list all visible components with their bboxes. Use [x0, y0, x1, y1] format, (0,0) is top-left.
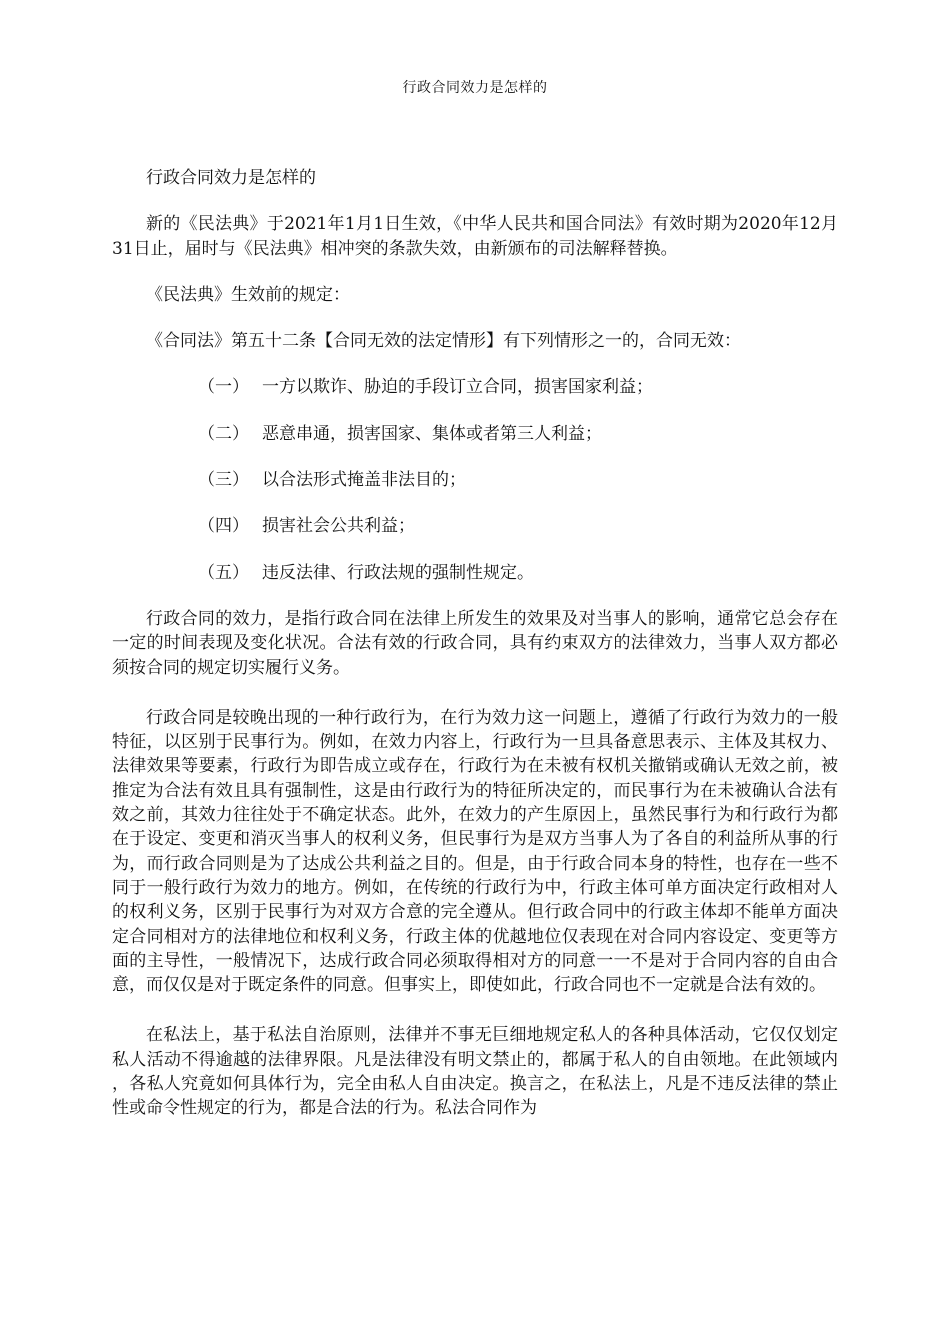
- private-law-paragraph: 在私法上，基于私法自治原则，法律并不事无巨细地规定私人的各种具体活动，它仅仅划定私人活动不得逾越的法律界限。凡是法律没有明文禁止的，都属于私人的自由领地。在此领域内，各私人究竟如何具体行为，完全由私人自由决定。换言之，在私法上，凡是不违反法律的禁止性或命令性规定的行为，都是合法的行为。私法合同作为: [112, 1025, 838, 1119]
- running-header: 行政合同效力是怎样的: [402, 80, 548, 96]
- list-text: 恶意串通，损害国家、集体或者第三人利益；: [262, 423, 602, 444]
- list-item-1: [112, 375, 838, 399]
- effect-paragraph: 行政合同的效力，是指行政合同在法律上所发生的效果及对当事人的影响，通常它总会存在一定的时间表现及变化状况。合法有效的行政合同，具有约束双方的法律效力，当事人双方都必须按合同的规定切实履行义务。: [112, 608, 838, 678]
- intro-paragraph: 新的《民法典》于2021年1月1日生效，《中华人民共和国合同法》有效时期为2020年12月31日止，届时与《民法典》相冲突的条款失效，由新颁布的司法解释替换。: [112, 214, 838, 259]
- list-number: （一）: [198, 377, 249, 398]
- list-text: 损害社会公共利益；: [262, 516, 415, 537]
- list-number: （五）: [198, 562, 249, 583]
- document-title: 行政合同效力是怎样的: [146, 168, 316, 188]
- list-number: （三）: [198, 470, 249, 491]
- list-number: （四）: [198, 516, 249, 537]
- comparison-paragraph: 行政合同是较晚出现的一种行政行为，在行为效力这一问题上，遵循了行政行为效力的一般特征，以区别于民事行为。例如，在效力内容上，行政行为一旦具备意思表示、主体及其权力、法律效果等要素，行政行为即告成立或存在，行政行为在未被有权机关撤销或确认无效之前，被推定为合法有效且具有强制性，这是由行政行为的特征所决定的，而民事行为在未被确认合法有效之前，其效力往往处于不确定状态。此外，在效力的产生原因上，虽然民事行为和行政行为都在于设定、变更和消灭当事人的权利义务，但民事行为是双方当事人为了各自的利益所从事的行为，而行政合同则是为了达成公共利益之目的。但是，由于行政合同本身的特性，也存在一些不同于一般行政行为效力的地方。例如，在传统的行政行为中，行政主体可单方面决定行政相对人的权利义务，区别于民事行为对双方合意的完全遵从。但行政合同中的行政主体却不能单方面决定合同相对方的法律地位和权利义务，行政主体的优越地位仅表现在对合同内容设定、变更等方面的主导性，一般情况下，达成行政合同必须取得相对方的同意一一不是对于合同内容的自由合意，而仅仅是对于既定条件的同意。但事实上，即使如此，行政合同也不一定就是合法有效的。: [112, 707, 838, 996]
- list-item-3: [112, 468, 838, 492]
- list-text: 违反法律、行政法规的强制性规定。: [262, 562, 534, 583]
- list-number: （二）: [198, 423, 249, 444]
- list-text: 以合法形式掩盖非法目的；: [262, 470, 466, 491]
- pre-code-heading: 《民法典》生效前的规定：: [146, 284, 350, 305]
- list-item-2: [112, 422, 838, 446]
- article-52-heading: 《合同法》第五十二条【合同无效的法定情形】有下列情形之一的，合同无效：: [146, 331, 741, 352]
- list-text: 一方以欺诈、胁迫的手段订立合同，损害国家利益；: [262, 377, 653, 398]
- list-item-5: [112, 561, 838, 585]
- document-body: [112, 166, 838, 1121]
- list-item-4: [112, 514, 838, 538]
